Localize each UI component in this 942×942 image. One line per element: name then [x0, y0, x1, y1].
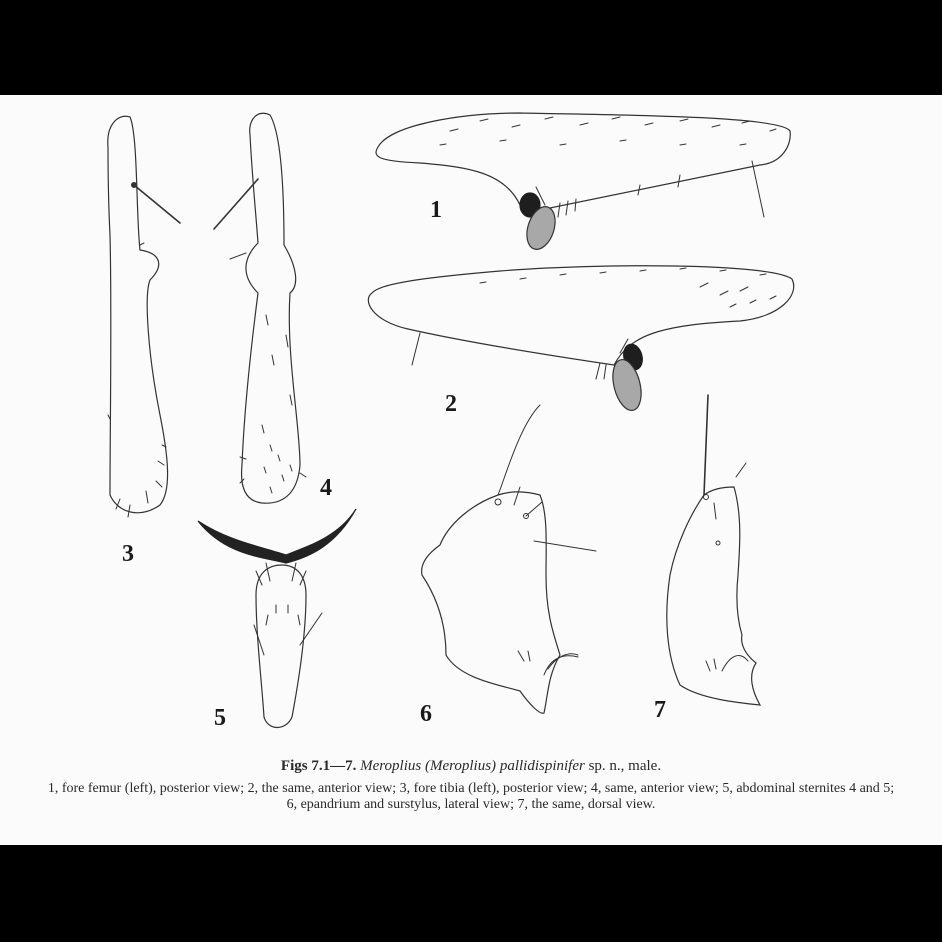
fig-label-7: 7 — [654, 697, 666, 723]
fig-label-4: 4 — [320, 475, 332, 501]
fig5-sternites — [198, 509, 356, 728]
fig1-fore-femur-posterior — [376, 113, 790, 253]
fig5-sternite5 — [256, 565, 306, 728]
fig-label-2: 2 — [445, 391, 457, 417]
caption-genus: Meroplius — [360, 758, 422, 774]
caption-suffix: sp. n., male. — [588, 758, 662, 774]
fig-label-6: 6 — [420, 701, 432, 727]
fig1-setae — [418, 117, 776, 217]
fig7-epandrium-dorsal — [667, 395, 760, 705]
fig-label-5: 5 — [214, 705, 226, 731]
caption-figs: Figs 7.1—7. — [280, 758, 357, 774]
caption-title — [0, 758, 942, 775]
figure-page — [0, 95, 942, 845]
figure-drawing — [0, 95, 942, 755]
fig4-fore-tibia-anterior — [214, 113, 306, 503]
fig-label-1: 1 — [430, 197, 442, 223]
caption-body: 1, fore femur (left), posterior view; 2, the same, anterior view; 3, fore tibia (left), posterior view; 4, same, anterior view; 5, abdominal sternites 4 and 5; 6, epandrium and surstylus, lateral view; 7, the same, dorsal view. — [47, 781, 895, 812]
fig2-fore-femur-anterior — [368, 266, 793, 414]
fig5-sternite4 — [198, 509, 356, 563]
figure-caption — [0, 758, 942, 813]
caption-subgenus: (Meroplius) — [424, 758, 497, 774]
caption-species: pallidispinifer — [499, 758, 585, 774]
fig3-fore-tibia-posterior — [108, 116, 180, 517]
fig6-epandrium-lateral — [422, 405, 596, 713]
fig-label-3: 3 — [122, 541, 134, 567]
